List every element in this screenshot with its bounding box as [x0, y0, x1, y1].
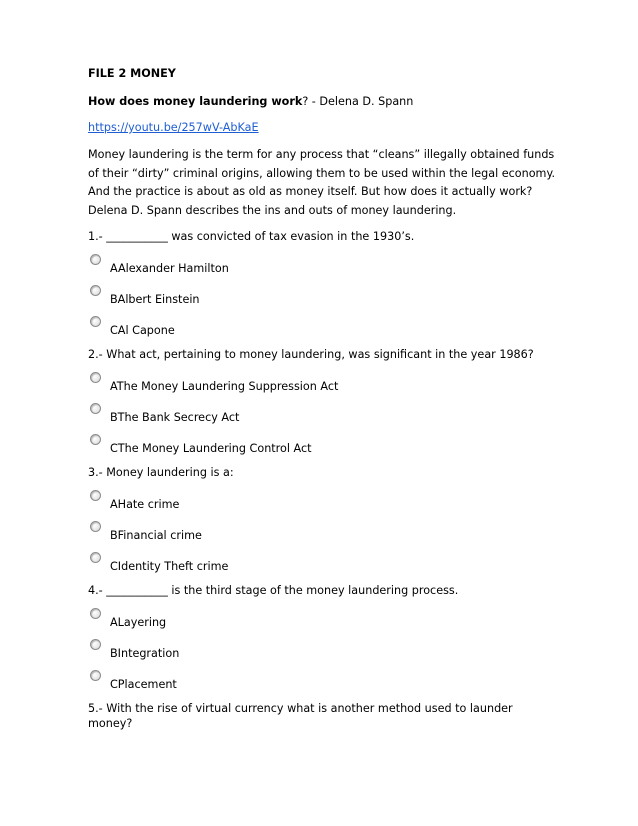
answer-option-label: CPlacement	[110, 678, 177, 691]
answer-option[interactable]	[88, 670, 558, 701]
radio-button-icon[interactable]	[90, 285, 101, 296]
answer-option[interactable]	[88, 372, 558, 403]
answer-option[interactable]	[88, 608, 558, 639]
radio-button-icon[interactable]	[90, 254, 101, 265]
answer-option-label: CAl Capone	[110, 324, 175, 337]
radio-button-icon[interactable]	[90, 316, 101, 327]
answer-option-label: BThe Bank Secrecy Act	[110, 411, 240, 424]
question-4: 4.- ___________ is the third stage of the money laundering process.	[88, 584, 459, 597]
answer-option-label: CThe Money Laundering Control Act	[110, 442, 312, 455]
answer-option-label: BIntegration	[110, 647, 180, 660]
answer-option[interactable]	[88, 639, 558, 670]
answer-option-label: ALayering	[110, 616, 167, 629]
answer-option-label: AHate crime	[110, 498, 180, 511]
video-heading-title: How does money laundering work	[88, 95, 303, 108]
video-heading-author: ? - Delena D. Spann	[302, 95, 414, 108]
answer-option-label: AThe Money Laundering Suppression Act	[110, 380, 339, 393]
answer-option[interactable]	[88, 521, 558, 552]
question-1: 1.- ___________ was convicted of tax evasion in the 1930’s.	[88, 230, 415, 243]
answer-option[interactable]	[88, 285, 558, 316]
radio-button-icon[interactable]	[90, 670, 101, 681]
question-5: 5.- With the rise of virtual currency what is another method used to launder money?	[88, 702, 513, 730]
answer-option[interactable]	[88, 316, 558, 347]
radio-button-icon[interactable]	[90, 552, 101, 563]
answer-option[interactable]	[88, 403, 558, 434]
answer-option-label: CIdentity Theft crime	[110, 560, 229, 573]
radio-button-icon[interactable]	[90, 521, 101, 532]
radio-button-icon[interactable]	[90, 608, 101, 619]
answer-option-label: BAlbert Einstein	[110, 293, 200, 306]
answer-option[interactable]	[88, 254, 558, 285]
answer-option[interactable]	[88, 490, 558, 521]
answer-option[interactable]	[88, 552, 558, 583]
answer-option-label: AAlexander Hamilton	[110, 262, 229, 275]
radio-button-icon[interactable]	[90, 434, 101, 445]
document-page	[88, 66, 558, 741]
video-heading	[88, 94, 558, 109]
document-title: FILE 2 MONEY	[88, 67, 176, 80]
radio-button-icon[interactable]	[90, 490, 101, 501]
radio-button-icon[interactable]	[90, 639, 101, 650]
video-link[interactable]: https://youtu.be/257wV-AbKaE	[88, 121, 259, 134]
question-3: 3.- Money laundering is a:	[88, 466, 234, 479]
radio-button-icon[interactable]	[90, 372, 101, 383]
answer-option-label: BFinancial crime	[110, 529, 202, 542]
video-description: Money laundering is the term for any process that “cleans” illegally obtained funds of their “dirty” criminal origins, allowing them to be used within the legal economy. And the practice is about as old as money itself. But how does it actually work? Delena D. Spann describes the ins and outs of money laundering.	[88, 148, 556, 217]
answer-option[interactable]	[88, 434, 558, 465]
radio-button-icon[interactable]	[90, 403, 101, 414]
question-2: 2.- What act, pertaining to money laundering, was significant in the year 1986?	[88, 348, 534, 361]
